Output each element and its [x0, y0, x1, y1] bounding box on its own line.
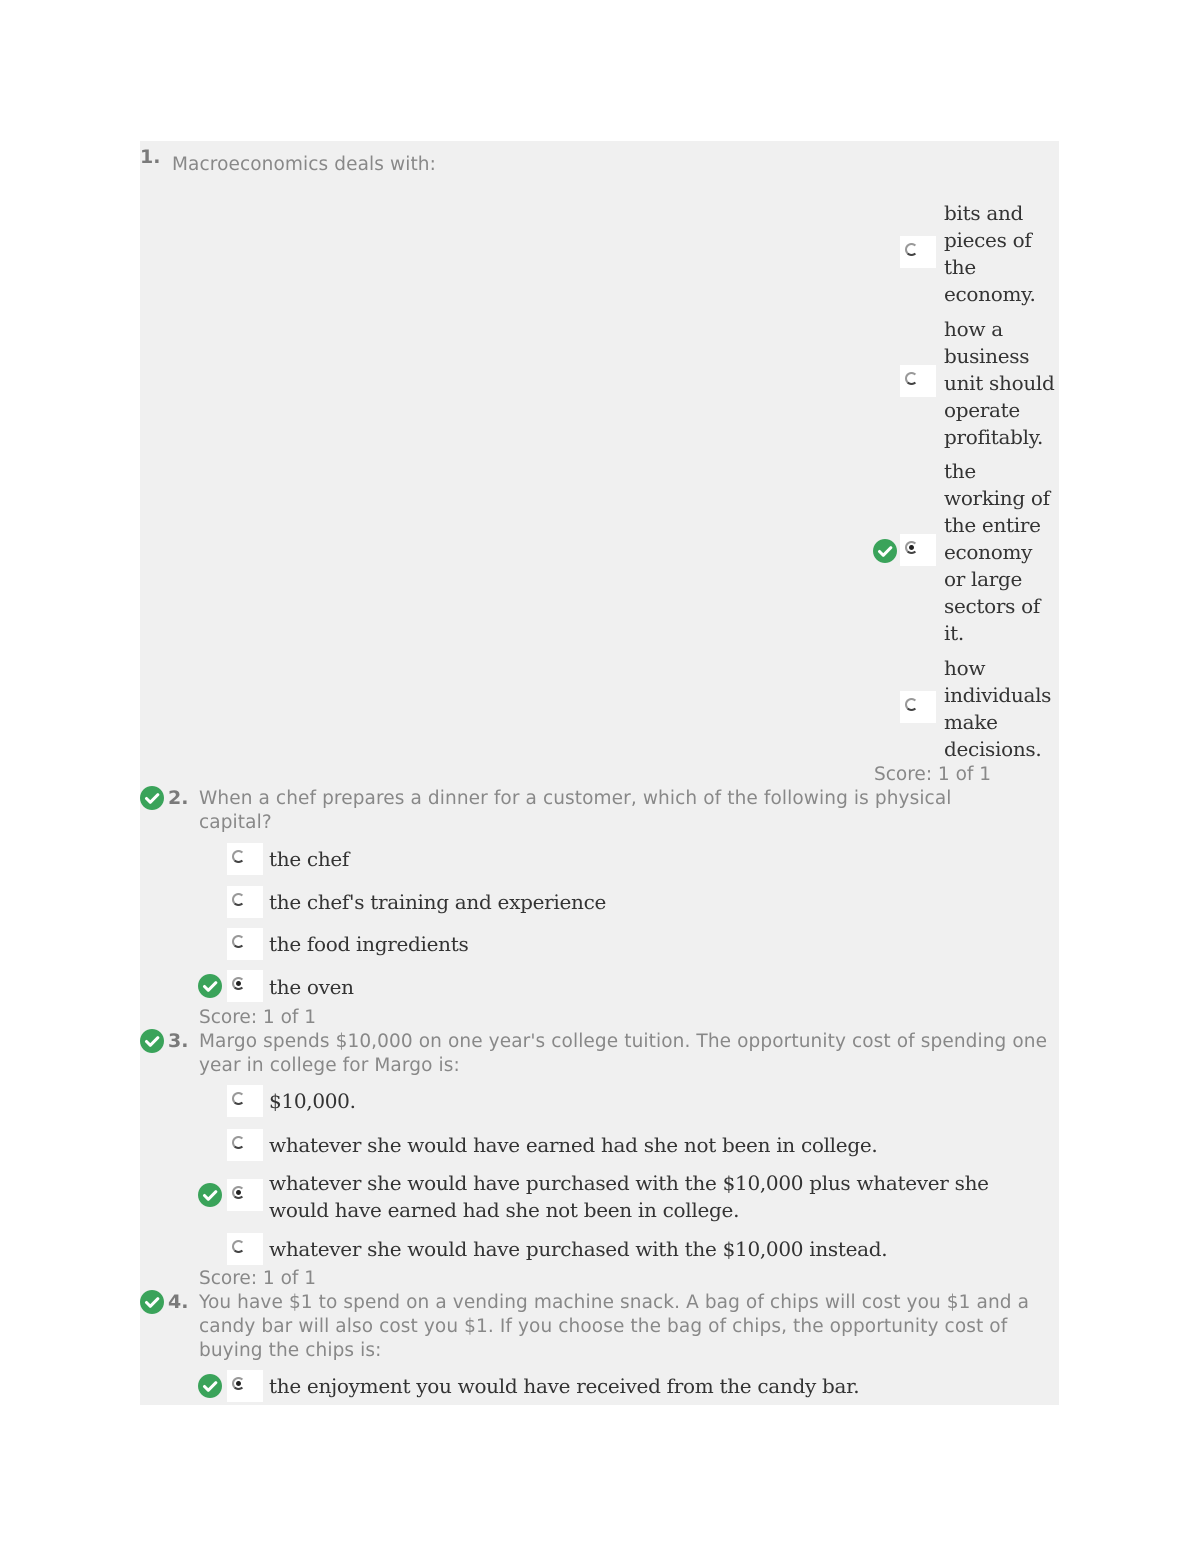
- radio-option-selected[interactable]: [900, 534, 936, 566]
- radio-option[interactable]: [900, 365, 936, 397]
- radio-option-selected[interactable]: [227, 1179, 263, 1211]
- radio-option[interactable]: [227, 886, 263, 918]
- check-circle-icon: [140, 1290, 164, 1314]
- answer-option: how individuals make decisions.: [944, 656, 1052, 761]
- radio-icon: [232, 1240, 245, 1253]
- check-circle-icon: [198, 974, 222, 998]
- check-circle-icon: [140, 786, 164, 810]
- question-text: You have $1 to spend on a vending machine snack. A bag of chips will cost you $1 and a candy bar will also cost you $1. If you choose the bag of chips, the opportunity cost of buying the chips is:: [199, 1292, 1030, 1361]
- score-label: Score: 1 of 1: [874, 764, 992, 785]
- question-number: 1.: [140, 146, 161, 168]
- score-label: Score: 1 of 1: [199, 1007, 317, 1028]
- radio-option[interactable]: [900, 236, 936, 268]
- answer-option: whatever she would have purchased with the $10,000 plus whatever she would have earned had she not been in college.: [269, 1171, 989, 1222]
- question-text: Macroeconomics deals with:: [172, 154, 436, 175]
- radio-option[interactable]: [227, 843, 263, 875]
- question-number: 3.: [168, 1030, 189, 1052]
- answer-option: $10,000.: [269, 1089, 356, 1113]
- radio-option-selected[interactable]: [227, 1370, 263, 1402]
- answer-option: the working of the entire economy or large sectors of it.: [944, 459, 1050, 645]
- radio-option-selected[interactable]: [227, 970, 263, 1002]
- radio-icon: [905, 372, 918, 385]
- answer-option: whatever she would have purchased with the $10,000 instead.: [269, 1237, 888, 1261]
- radio-option[interactable]: [227, 1085, 263, 1117]
- answer-option: the enjoyment you would have received from the candy bar.: [269, 1374, 860, 1398]
- radio-icon: [232, 850, 245, 863]
- check-circle-icon: [140, 1029, 164, 1053]
- answer-option: the chef's training and experience: [269, 890, 607, 914]
- radio-icon: [232, 935, 245, 948]
- radio-icon: [905, 698, 918, 711]
- answer-option: the oven: [269, 975, 354, 999]
- radio-option[interactable]: [227, 1233, 263, 1265]
- radio-icon: [232, 893, 245, 906]
- check-circle-icon: [198, 1374, 222, 1398]
- check-circle-icon: [873, 539, 897, 563]
- answer-option: the chef: [269, 847, 350, 871]
- question-text: Margo spends $10,000 on one year's college tuition. The opportunity cost of spending one year in college for Margo is:: [199, 1031, 1048, 1076]
- radio-icon: [232, 1092, 245, 1105]
- check-circle-icon: [198, 1183, 222, 1207]
- radio-icon: [232, 1136, 245, 1149]
- score-label: Score: 1 of 1: [199, 1268, 317, 1289]
- answer-option: the food ingredients: [269, 932, 469, 956]
- answer-option: whatever she would have earned had she not been in college.: [269, 1133, 878, 1157]
- radio-option[interactable]: [227, 1129, 263, 1161]
- question-text: When a chef prepares a dinner for a customer, which of the following is physical capital?: [199, 788, 952, 833]
- question-number: 4.: [168, 1291, 189, 1313]
- answer-option: how a business unit should operate profitably.: [944, 317, 1055, 449]
- answer-option: bits and pieces of the economy.: [944, 201, 1036, 306]
- radio-option[interactable]: [900, 691, 936, 723]
- quiz-panel: [140, 141, 1059, 1405]
- radio-option[interactable]: [227, 928, 263, 960]
- radio-icon: [905, 243, 918, 256]
- question-number: 2.: [168, 787, 189, 809]
